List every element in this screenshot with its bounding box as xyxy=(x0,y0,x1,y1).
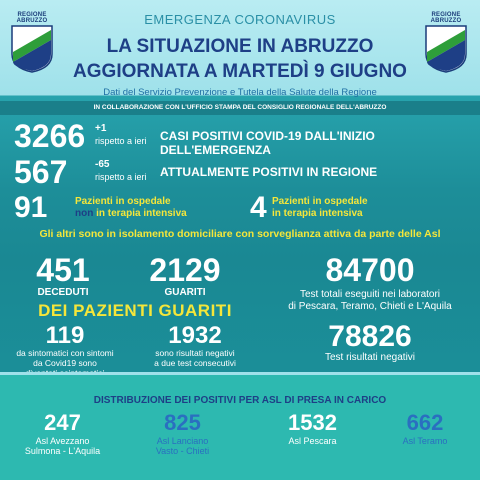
page-title-line1: LA SITUAZIONE IN ABRUZZO xyxy=(106,36,374,57)
asl-lanciano-line1: Asl Lanciano xyxy=(156,436,209,446)
page-title-line2: AGGIORNATA A MARTEDÌ 9 GIUGNO xyxy=(73,61,407,82)
asl-teramo-value: 662 xyxy=(406,410,444,435)
recovered-label: GUARITI xyxy=(164,287,206,298)
tests-total-line2: di Pescara, Teramo, Chieti e L'Aquila xyxy=(288,301,452,312)
tests-negative-label: Test risultati negativi xyxy=(324,352,416,363)
asl-pescara-value: 1532 xyxy=(288,410,337,435)
hospital-non-icu-line1: Pazienti in ospedale xyxy=(75,196,171,207)
tests-total-value: 84700 xyxy=(325,252,415,288)
emergency-label: EMERGENZA CORONAVIRUS xyxy=(144,12,336,27)
logo-right-text: REGIONE ABRUZZO xyxy=(430,12,462,24)
current-positive-delta-note: rispetto a ieri xyxy=(95,172,147,182)
deaths-value: 451 xyxy=(36,252,90,288)
asl-avezzano-line2: Sulmona - L'Aquila xyxy=(24,446,101,456)
recovered-negative-value: 1932 xyxy=(168,322,222,349)
current-positive-label: ATTUALMENTE POSITIVI IN REGIONE xyxy=(160,165,378,179)
total-positive-delta-note: rispetto a ieri xyxy=(95,136,147,146)
isolation-note: Gli altri sono in isolamento domiciliare con sorveglianza attiva da parte delle Asl xyxy=(39,228,441,240)
logo-left-text: REGIONE ABRUZZO xyxy=(16,12,48,24)
asl-avezzano-value: 247 xyxy=(44,410,81,435)
recovered-asymptomatic-value: 119 xyxy=(45,322,85,349)
tests-total-description xyxy=(262,289,478,313)
hospital-icu-line2: in terapia intensiva xyxy=(272,208,363,219)
recovered-negative-line1: sono risultati negativi xyxy=(155,348,235,358)
asl-item-teramo xyxy=(375,410,475,446)
total-positive-value: 3266 xyxy=(14,118,86,154)
hospital-icu-value: 4 xyxy=(250,191,267,224)
recovered-asymptomatic-line1: da sintomatici con sintomi xyxy=(16,348,114,358)
tests-negative-value: 78826 xyxy=(328,320,412,353)
deaths-label: DECEDUTI xyxy=(37,287,89,298)
hospital-non-icu-value: 91 xyxy=(14,191,48,224)
recovered-negative-description xyxy=(130,348,260,368)
current-positive-value: 567 xyxy=(14,154,68,190)
current-positive-delta: -65 xyxy=(95,159,110,170)
recovered-heading: DEI PAZIENTI GUARITI xyxy=(38,301,232,320)
recovered-asymptomatic-line2: da Covid19 sono xyxy=(33,358,97,368)
recovered-value: 2129 xyxy=(149,252,221,288)
hospital-non-icu-rest: in terapia intensiva xyxy=(93,208,187,219)
tests-total-line1: Test totali eseguiti nei laboratori xyxy=(299,289,441,300)
hospital-non-icu-line2 xyxy=(75,208,187,220)
asl-teramo-line1: Asl Teramo xyxy=(402,436,448,446)
asl-pescara-line1: Asl Pescara xyxy=(288,436,337,446)
asl-item-pescara xyxy=(260,410,365,446)
asl-item-avezzano xyxy=(10,410,115,456)
hospital-icu-line1: Pazienti in ospedale xyxy=(272,196,368,207)
asl-lanciano-value: 825 xyxy=(164,410,201,435)
hospital-non-icu-highlight: non xyxy=(75,208,94,219)
recovered-negative-line2: a due test consecutivi xyxy=(154,358,236,368)
asl-avezzano-line1: Asl Avezzano xyxy=(35,436,90,446)
distribution-title: DISTRIBUZIONE DEI POSITIVI PER ASL DI PRESA IN CARICO xyxy=(93,395,387,406)
collaboration-banner: IN COLLABORAZIONE CON L'UFFICIO STAMPA DEL CONSIGLIO REGIONALE DELL'ABRUZZO xyxy=(0,101,480,115)
data-source: Dati del Servizio Prevenzione e Tutela della Salute della Regione xyxy=(103,87,377,98)
hospital-non-icu-label xyxy=(75,196,187,220)
total-positive-delta: +1 xyxy=(95,123,107,134)
asl-lanciano-line2: Vasto - Chieti xyxy=(155,446,210,456)
hospital-icu-label xyxy=(272,196,368,220)
total-positive-label: CASI POSITIVI COVID-19 DALL'INIZIO DELL'EMERGENZA xyxy=(160,129,375,157)
asl-item-lanciano xyxy=(130,410,235,456)
